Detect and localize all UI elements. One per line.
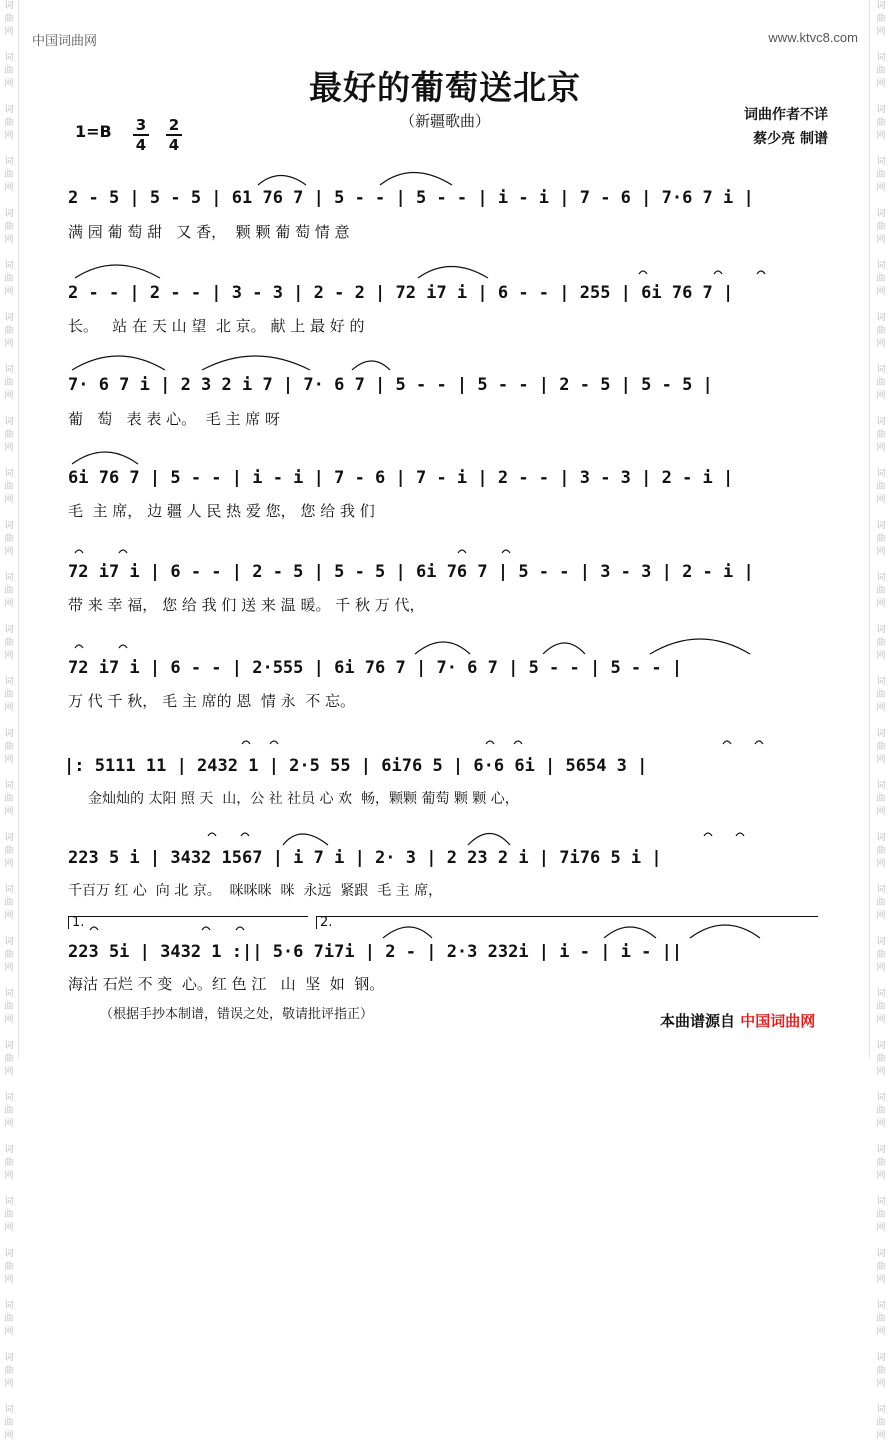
song-subtitle: （新疆歌曲） — [399, 112, 490, 130]
notation-row-3: 7· 6 7 i | 2 3 2 i 7 | 7· 6 7 | 5 - - | 5 - - | 2 - 5 | 5 - 5 | — [68, 375, 713, 395]
source-credit — [660, 1010, 815, 1031]
notation-row-1: 2 - 5 | 5 - 5 | 61 76 7 | 5 - - | 5 - - | i - i | 7 - 6 | 7·6 7 i | — [68, 188, 754, 208]
lyrics-row-6: 万 代 千 秋， 毛 主 席的 恩 情 永 不 忘。 — [68, 692, 355, 710]
lyrics-row-4: 毛 主 席， 边 疆 人 民 热 爱 您， 您 给 我 们 — [68, 502, 375, 520]
lyrics-row-9: 海沽 石烂 不 变 心。红 色 江 山 坚 如 钢。 — [68, 975, 385, 993]
notation-row-7: |: 5111 11 | 2432 1 | 2·5 55 | 6i76 5 | 6·6 6i | 5654 3 | — [64, 756, 648, 776]
meter-b-numerator: 2 — [168, 116, 180, 134]
slur — [75, 265, 160, 278]
lyrics-row-8: 千百万 红 心 向 北 京。 咪咪咪 咪 永远 紧跟 毛 主 席， — [68, 883, 443, 899]
side-watermark-left: 词 曲 网 词 曲 网 词 曲 网 词 曲 网 词 曲 网 词 曲 网 词 曲 网 词 曲 网 词 曲 网 词 曲 网 词 曲 网 词 曲 网 词 曲 网 词 曲 网 词 曲 网 词 曲 网 词 曲 网 词 曲 网 词 曲 网 词 曲 网 词 曲 网 词 曲 网 词 曲 网 词 曲 网 词 曲 网 词 曲 网 词 曲 网 词 曲 网 — [4, 1, 14, 1441]
slur — [468, 834, 510, 846]
fermata-mark — [270, 741, 278, 744]
slur — [72, 356, 165, 370]
fermata-mark — [90, 927, 98, 930]
fermata-mark — [236, 927, 244, 930]
slur — [72, 452, 138, 464]
fermata-mark — [458, 550, 466, 553]
source-site-link[interactable]: 中国词曲网 — [740, 1012, 816, 1030]
meter-a-denominator: 4 — [135, 136, 147, 154]
slur — [258, 176, 306, 186]
notation-row-4: 6i 76 7 | 5 - - | i - i | 7 - 6 | 7 - i | 2 - - | 3 - 3 | 2 - i | — [68, 468, 734, 488]
slur — [352, 361, 390, 370]
fermata-mark — [723, 741, 731, 744]
fermata-mark — [208, 833, 216, 836]
meter-a-numerator: 3 — [135, 116, 147, 134]
lyrics-row-5: 带 来 幸 福， 您 给 我 们 送 来 温 暖。 千 秋 万 代， — [68, 596, 425, 614]
slur — [383, 927, 432, 938]
fermata-mark — [704, 833, 712, 836]
fermata-mark — [714, 271, 722, 274]
slur — [380, 173, 452, 186]
fermata-mark — [514, 741, 522, 744]
side-watermark-right: 词 曲 网 词 曲 网 词 曲 网 词 曲 网 词 曲 网 词 曲 网 词 曲 网 词 曲 网 词 曲 网 词 曲 网 词 曲 网 词 曲 网 词 曲 网 词 曲 网 词 曲 网 词 曲 网 词 曲 网 词 曲 网 词 曲 网 词 曲 网 词 曲 网 词 曲 网 词 曲 网 词 曲 网 词 曲 网 词 曲 网 词 曲 网 词 曲 网 — [876, 1, 886, 1441]
fermata-mark — [202, 927, 210, 930]
fermata-mark — [502, 550, 510, 553]
arranger-credit: 蔡少亮 制谱 — [753, 131, 828, 147]
slur — [604, 927, 656, 938]
slur — [690, 925, 760, 938]
fermata-marks — [75, 271, 765, 930]
notation-row-5: 72 i7 i | 6 - - | 2 - 5 | 5 - 5 | 6i 76 7 | 5 - - | 3 - 3 | 2 - i | — [68, 562, 754, 582]
lyrics-row-2: 长。 站 在 天 山 望 北 京。 献 上 最 好 的 — [68, 317, 365, 335]
lyrics-row-3: 葡 萄 表 表 心。 毛 主 席 呀 — [68, 410, 280, 428]
notation-row-6: 72 i7 i | 6 - - | 2·555 | 6i 76 7 | 7· 6 7 | 5 - - | 5 - - | — [68, 658, 683, 678]
fermata-mark — [639, 271, 647, 274]
notation-row-9: 223 5i | 3432 1 :|| 5·6 7i7i | 2 - | 2·3 232i | i - | i - || — [68, 942, 683, 962]
fermata-mark — [486, 741, 494, 744]
key-signature: 1=B — [75, 122, 112, 141]
meter-b-denominator: 4 — [168, 136, 180, 154]
lyrics-row-7: 金灿灿的 太阳 照 天 山，公 社 社员 心 欢 畅，颗颗 葡萄 颗 颗 心， — [88, 791, 519, 807]
slur — [418, 267, 488, 279]
fermata-mark — [119, 645, 127, 648]
fermata-mark — [241, 833, 249, 836]
footer-note: （根据手抄本制谱，错误之处，敬请批评指正） — [100, 1007, 374, 1022]
notation-row-2: 2 - - | 2 - - | 3 - 3 | 2 - 2 | 72 i7 i | 6 - - | 255 | 6i 76 7 | — [68, 283, 734, 303]
slur — [283, 834, 328, 845]
source-label: 本曲谱源自 — [660, 1012, 736, 1030]
lyricist-credit: 词曲作者不详 — [744, 107, 828, 123]
notation-row-8: 223 5 i | 3432 1567 | i 7 i | 2· 3 | 2 23 2 i | 7i76 5 i | — [68, 848, 662, 868]
lyrics-row-1: 满 园 葡 萄 甜 又 香， 颗 颗 葡 萄 情 意 — [68, 223, 350, 241]
fermata-mark — [119, 550, 127, 553]
fermata-mark — [757, 271, 765, 274]
fermata-mark — [242, 741, 250, 744]
slur — [202, 356, 310, 370]
site-url: www.ktvc8.com — [768, 30, 858, 45]
song-title: 最好的葡萄送北京 — [309, 68, 581, 107]
volta-second-ending: 2. — [316, 916, 818, 929]
fermata-mark — [736, 833, 744, 836]
slur — [543, 643, 585, 654]
fermata-mark — [755, 741, 763, 744]
volta-first-ending: 1. — [68, 916, 308, 929]
slur — [650, 639, 750, 654]
fermata-mark — [75, 550, 83, 553]
fermata-mark — [75, 645, 83, 648]
slur — [415, 642, 470, 654]
site-name-left: 中国词曲网 — [32, 34, 98, 49]
